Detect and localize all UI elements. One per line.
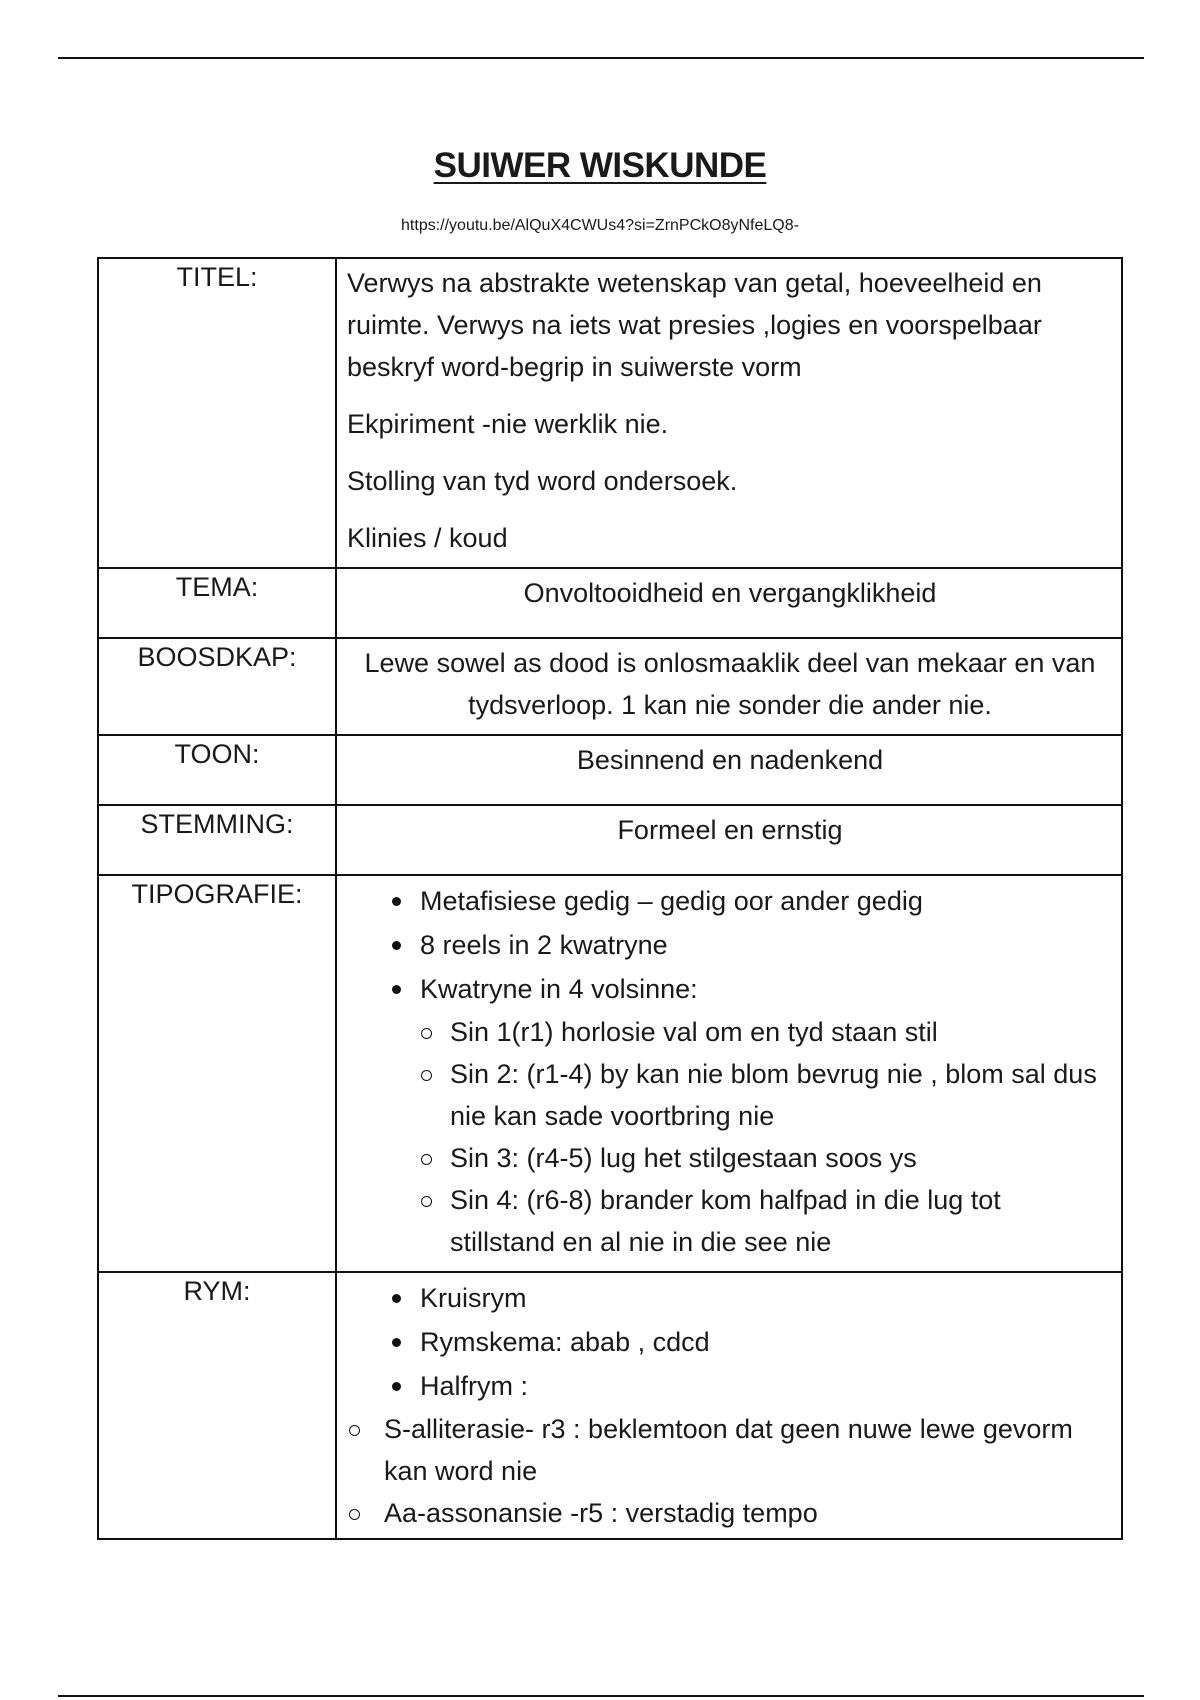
bottom-rule bbox=[58, 1695, 1144, 1697]
top-rule bbox=[58, 57, 1144, 59]
titel-paragraph: Verwys na abstrakte wetenskap van getal, hoeveelheid en ruimte. Verwys na iets wat presies ,logies en voorspelbaar beskryf word-begrip in suiwerste vorm bbox=[347, 268, 1042, 382]
label-boodskap: BOOSDKAP: bbox=[98, 638, 336, 735]
list-item: Kwatryne in 4 volsinne: bbox=[389, 967, 1113, 1011]
rym-bullet-list bbox=[347, 1276, 1113, 1408]
rym-sub-list bbox=[347, 1408, 1113, 1534]
content-titel bbox=[336, 258, 1122, 568]
analysis-table bbox=[97, 257, 1123, 1540]
titel-paragraph: Ekpiriment -nie werklik nie. bbox=[347, 409, 669, 439]
row-titel bbox=[98, 258, 1122, 568]
list-item: 8 reels in 2 kwatryne bbox=[389, 923, 1113, 967]
label-titel: TITEL: bbox=[98, 258, 336, 568]
row-rym bbox=[98, 1272, 1122, 1539]
titel-paragraph: Stolling van tyd word ondersoek. bbox=[347, 466, 738, 496]
list-item: Metafisiese gedig – gedig oor ander gedig bbox=[389, 879, 1113, 923]
label-tipografie: TIPOGRAFIE: bbox=[98, 875, 336, 1272]
video-link[interactable]: https://youtu.be/AlQuX4CWUs4?si=ZrnPCkO8yNfeLQ8- bbox=[401, 217, 799, 234]
page-title: SUIWER WISKUNDE bbox=[433, 146, 767, 185]
label-stemming: STEMMING: bbox=[98, 805, 336, 875]
content-rym bbox=[336, 1272, 1122, 1539]
row-boodskap bbox=[98, 638, 1122, 735]
titel-paragraph: Klinies / koud bbox=[347, 523, 508, 553]
tipografie-bullet-list bbox=[347, 879, 1113, 1011]
row-tipografie bbox=[98, 875, 1122, 1272]
row-stemming bbox=[98, 805, 1122, 875]
label-tema: TEMA: bbox=[98, 568, 336, 638]
sub-list-item: Sin 1(r1) horlosie val om en tyd staan stil bbox=[419, 1011, 1113, 1053]
content-tema: Onvoltooidheid en vergangklikheid bbox=[336, 568, 1122, 638]
label-toon: TOON: bbox=[98, 735, 336, 805]
sub-list-item: Sin 3: (r4-5) lug het stilgestaan soos ys bbox=[419, 1137, 1113, 1179]
sub-list-item: Sin 2: (r1-4) by kan nie blom bevrug nie , blom sal dus nie kan sade voortbring nie bbox=[419, 1053, 1113, 1137]
row-tema bbox=[98, 568, 1122, 638]
sub-list-item: Sin 4: (r6-8) brander kom halfpad in die lug tot stillstand en al nie in die see nie bbox=[419, 1179, 1113, 1263]
sub-list-item: S-alliterasie- r3 : beklemtoon dat geen nuwe lewe gevorm kan word nie bbox=[347, 1408, 1113, 1492]
tipografie-sub-list bbox=[347, 1011, 1113, 1263]
content-boodskap: Lewe sowel as dood is onlosmaaklik deel van mekaar en van tydsverloop. 1 kan nie sonder die ander nie. bbox=[336, 638, 1122, 735]
label-rym: RYM: bbox=[98, 1272, 336, 1539]
content-stemming: Formeel en ernstig bbox=[336, 805, 1122, 875]
list-item: Halfrym : bbox=[389, 1364, 1113, 1408]
list-item: Kruisrym bbox=[389, 1276, 1113, 1320]
row-toon bbox=[98, 735, 1122, 805]
content-tipografie bbox=[336, 875, 1122, 1272]
content-toon: Besinnend en nadenkend bbox=[336, 735, 1122, 805]
sub-list-item: Aa-assonansie -r5 : verstadig tempo bbox=[347, 1492, 1113, 1534]
list-item: Rymskema: abab , cdcd bbox=[389, 1320, 1113, 1364]
